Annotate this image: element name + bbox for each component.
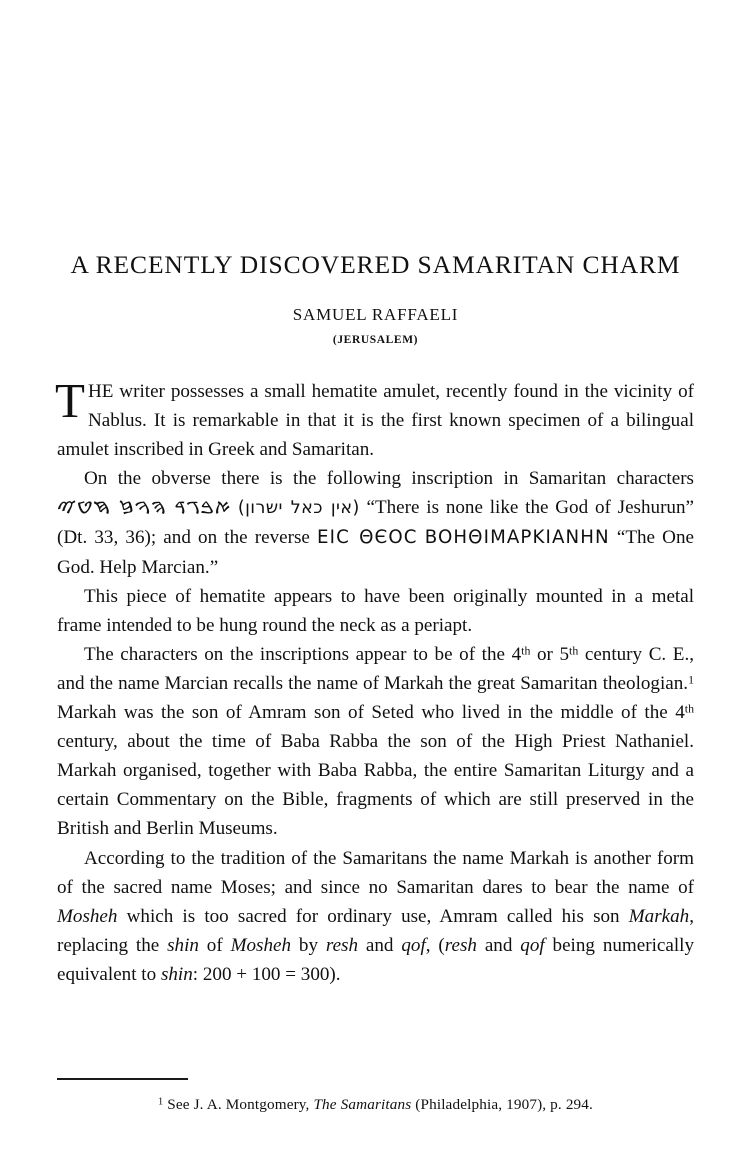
article-body bbox=[55, 373, 695, 989]
paragraph-5 bbox=[57, 844, 694, 989]
paragraph-5-s5: by bbox=[291, 934, 326, 956]
paragraph-4-s3: century C. E., and the name Marcian recalls the name of Markah the great Samaritan theologian. bbox=[57, 643, 695, 694]
paragraph-5-s7: , ( bbox=[425, 934, 445, 956]
footnote-text-after: (Philadelphia, 1907), p. 294. bbox=[411, 1095, 593, 1113]
footnote-book-title: The Samaritans bbox=[313, 1095, 412, 1113]
greek-inscription-1: ΕΙC ΘЄOC bbox=[317, 527, 418, 549]
term-qof-1: qof bbox=[401, 934, 426, 956]
paragraph-5-s4: of bbox=[198, 934, 231, 956]
paragraph-4-s4: Markah was the son of Amram son of Seted who lived in the middle of the 4 bbox=[57, 702, 685, 724]
paragraph-2 bbox=[57, 464, 694, 581]
footnote-text-before: See J. A. Montgomery, bbox=[163, 1095, 314, 1113]
greek-inscription-2: BOHΘIMAPKIANHN bbox=[424, 527, 610, 549]
author-name: SAMUEL RAFFAELI bbox=[292, 305, 459, 324]
paragraph-4-s5: century, about the time of Baba Rabba the son of the High Priest Nathaniel. Markah organised, together with Baba Rabba, the entire Samaritan Liturgy and a certain Commentary on the Bible, fragments of which are still preserved in the British and Berlin Museums. bbox=[57, 731, 694, 840]
term-shin-1: shin bbox=[167, 934, 199, 956]
term-shin-2: shin bbox=[160, 963, 193, 985]
footnote-marker: 1 bbox=[158, 1096, 164, 1108]
article-content bbox=[57, 0, 694, 989]
paragraph-3: This piece of hematite appears to have been originally mounted in a metal frame intended to be hung round the neck as a periapt. bbox=[57, 585, 694, 636]
paragraph-2-lead: On the obverse there is the following inscription in Samaritan characters bbox=[84, 468, 694, 490]
paragraph-2-mid: “There is none like the God of Jeshurun” (Dt. 33, 36); and on the reverse bbox=[57, 497, 694, 549]
drop-cap: T bbox=[55, 373, 85, 428]
footnote-separator-rule bbox=[57, 1078, 188, 1080]
term-markah: Markah bbox=[628, 905, 690, 927]
paragraph-5-s2: which is too sacred for ordinary use, Amram called his son bbox=[117, 905, 629, 927]
paragraph-5-s3: , replacing the bbox=[57, 905, 694, 956]
ordinal-suffix-3: th bbox=[684, 701, 694, 716]
samaritan-inscription: ࠀࠁࠂࠃ ࠄࠅࠆ ࠇࠈࠉ bbox=[57, 498, 232, 519]
term-resh-2: resh bbox=[444, 934, 477, 956]
ordinal-suffix-1: th bbox=[521, 643, 531, 658]
term-resh-1: resh bbox=[325, 934, 359, 956]
paragraph-5-s9: being numerically equivalent to bbox=[57, 934, 695, 985]
paragraph-5-s1: According to the tradition of the Samaritans the name Markah is another form of the sacred name Moses; and since no Samaritan dares to bear the name of bbox=[57, 847, 694, 898]
paragraph-1 bbox=[55, 373, 694, 464]
footnote-area bbox=[57, 1078, 694, 1115]
footnote-reference[interactable]: 1 bbox=[688, 672, 694, 687]
paragraph-1-text: HE writer possesses a small hematite amulet, recently found in the vicinity of Nablus. It is remarkable in that it is the first known specimen of a bilingual amulet inscribed in Greek and Samaritan. bbox=[57, 381, 694, 461]
paragraph-5-s10: : 200 + 100 = 300). bbox=[192, 963, 341, 985]
paragraph-4 bbox=[57, 640, 694, 844]
term-mosheh-2: Mosheh bbox=[230, 934, 292, 956]
paragraph-2-tail: “The One God. Help Marcian.” bbox=[57, 527, 694, 578]
ordinal-suffix-2: th bbox=[569, 643, 579, 658]
paragraph-4-s2: or 5 bbox=[530, 643, 570, 665]
term-qof-2: qof bbox=[520, 934, 545, 956]
page-title: A RECENTLY DISCOVERED SAMARITAN CHARM bbox=[70, 250, 681, 279]
author-affiliation: (JERUSALEM) bbox=[332, 334, 419, 346]
paragraph-5-s6: and bbox=[358, 934, 402, 956]
paragraph-4-s1: The characters on the inscriptions appear to be of the 4 bbox=[84, 643, 522, 665]
footnote-1 bbox=[57, 1095, 694, 1115]
paragraph-5-s8: and bbox=[476, 934, 521, 956]
hebrew-inscription: (אין כאל ישרון) bbox=[237, 498, 360, 519]
term-mosheh-1: Mosheh bbox=[57, 905, 118, 927]
